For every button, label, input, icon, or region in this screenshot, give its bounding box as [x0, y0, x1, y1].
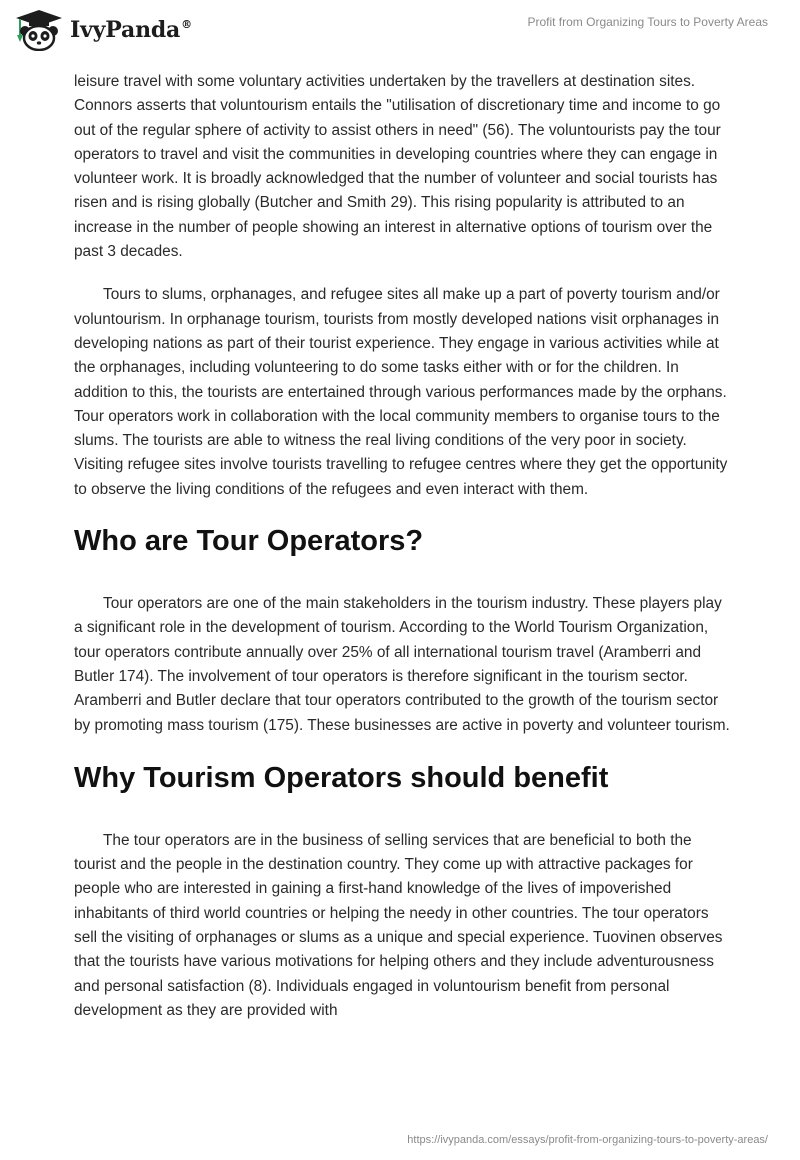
- paragraph-4: The tour operators are in the business of selling services that are beneficial to both the tourist and the people in the destination country. They come up with attractive packages for people who are interested in gaining a first-hand knowledge of the lives of impoverished inhabitants of third world countries or helping the needy in other countries. The tour operators sell the visiting of orphanages or slums as a unique and special experience. Tuovinen observes that the tourists have various motivations for helping others and they include adventurousness and personal satisfaction (8). Individuals engaged in voluntourism benefit from personal development as they are provided with: [74, 831, 723, 1019]
- panda-logo-icon: [14, 9, 64, 51]
- source-url[interactable]: https://ivypanda.com/essays/profit-from-organizing-tours-to-poverty-areas/: [407, 1134, 768, 1146]
- essay-content: [74, 70, 734, 1023]
- paragraph-1: leisure travel with some voluntary activities undertaken by the travellers at destination sites. Connors asserts that voluntourism entails the "utilisation of discretionary time and income to go out of the regular sphere of activity to assist others in need" (56). The voluntourists pay the tour operators to travel and visit the communities in developing countries where they can engage in volunteer work. It is broadly acknowledged that the number of volunteer and social tourists has risen and is rising globally (Butcher and Smith 29). This rising popularity is attributed to an increase in the number of people showing an interest in alternative options of tourism over the past 3 decades.: [74, 73, 721, 261]
- document-title: Profit from Organizing Tours to Poverty Areas: [527, 15, 768, 29]
- paragraph-2: Tours to slums, orphanages, and refugee sites all make up a part of poverty tourism and/or voluntourism. In orphanage tourism, tourists from mostly developed nations visit orphanages in developing nations as part of their tourist experience. They engage in various activities while at the orphanages, including volunteering to do some tasks either with or for the children. In addition to this, the tourists are entertained through various performances made by the orphans. Tour operators work in collaboration with the local community members to organise tours to the slums. The tourists are able to witness the real living conditions of the very poor in society. Visiting refugee sites involve tourists travelling to refugee centres where they get the opportunity to observe the living conditions of the refugees and even interact with them.: [74, 286, 728, 498]
- paragraph-3: Tour operators are one of the main stakeholders in the tourism industry. These players play a significant role in the development of tourism. According to the World Tourism Organization, tour operators contribute annually over 25% of all international tourism travel (Aramberri and Butler 174). The involvement of tour operators is therefore significant in the tourism sector. Aramberri and Butler declare that tour operators contributed to the growth of the tourism sector by promoting mass tourism (175). These businesses are active in poverty and volunteer tourism.: [74, 595, 730, 734]
- page-header: [0, 0, 800, 68]
- section-heading-tour-operators: Who are Tour Operators?: [74, 525, 424, 558]
- section-heading-why-benefit: Why Tourism Operators should benefit: [74, 761, 609, 794]
- brand-name: IvyPanda®: [70, 17, 192, 43]
- brand-logo[interactable]: [14, 9, 192, 51]
